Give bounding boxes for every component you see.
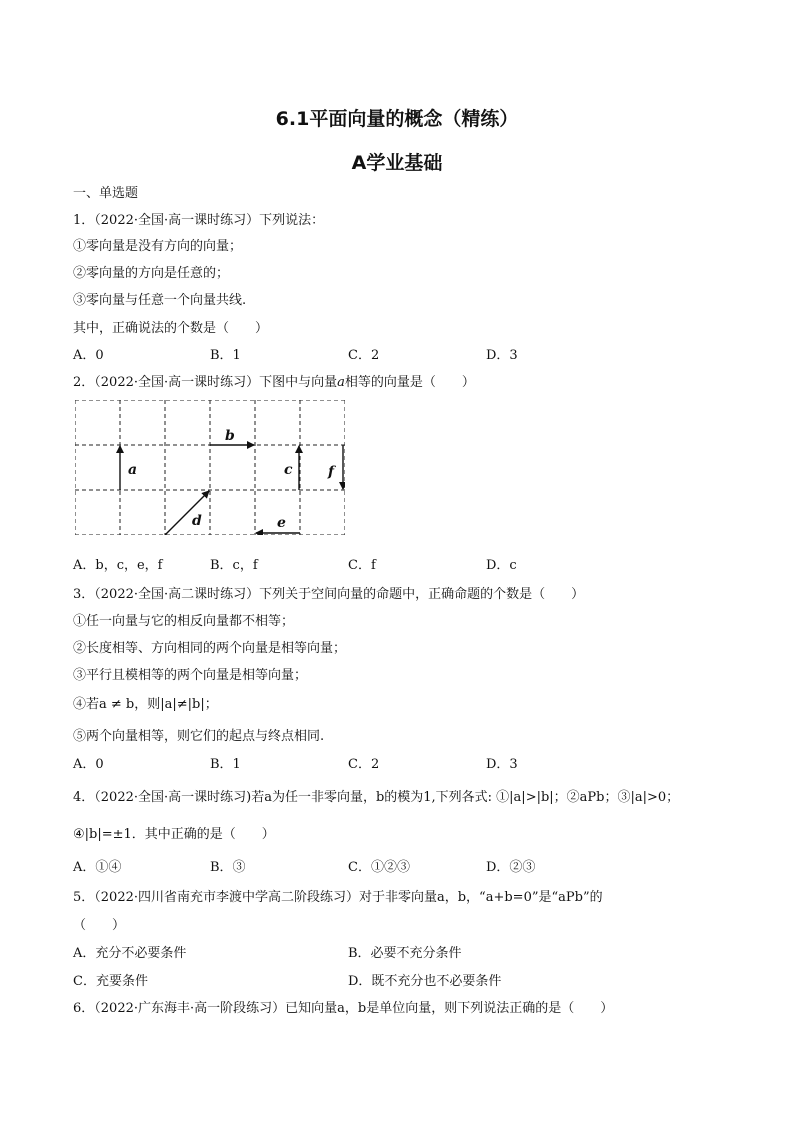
vector-grid-figure <box>75 400 345 535</box>
q1-option-a[interactable]: A．0 <box>73 348 104 363</box>
q3-item-4: ④若a ≠ b，则|a|≠|b|； <box>73 697 218 712</box>
q5-stem: 5．（2022·四川省南充市李渡中学高二阶段练习）对于非零向量a，b，“a+b=0”是“aPb”的 <box>73 890 603 905</box>
q2-stem-text-2: 相等的向量是（ ） <box>344 375 475 390</box>
section-heading: 一、单选题 <box>73 186 139 201</box>
q5-option-c[interactable]: C．充要条件 <box>73 974 148 989</box>
q1-item-2: ②零向量的方向是任意的； <box>73 266 230 281</box>
q5-option-b[interactable]: B．必要不充分条件 <box>348 946 462 961</box>
q5-paren: （ ） <box>73 918 126 933</box>
q2-option-a[interactable]: A．b，c，e，f <box>73 558 163 573</box>
vector-label-e: e <box>277 515 286 531</box>
q4-option-d[interactable]: D．②③ <box>486 860 536 875</box>
q1-item-3: ③零向量与任意一个向量共线. <box>73 293 247 308</box>
q3-item-2: ②长度相等、方向相同的两个向量是相等向量； <box>73 641 347 656</box>
q4-option-b[interactable]: B．③ <box>210 860 246 875</box>
q1-stem: 1．（2022·全国·高一课时练习）下列说法： <box>73 213 325 228</box>
q2-option-b[interactable]: B．c，f <box>210 558 258 573</box>
q3-item-3: ③平行且模相等的两个向量是相等向量； <box>73 668 308 683</box>
q5-option-d[interactable]: D．既不充分也不必要条件 <box>348 974 502 989</box>
q4-stem-2: ④|b|=±1．其中正确的是（ ） <box>73 827 275 842</box>
vector-label-b: b <box>225 428 235 444</box>
vector-grid-svg <box>75 400 345 535</box>
vector-label-d: d <box>192 513 202 529</box>
q3-item-1: ①任一向量与它的相反向量都不相等； <box>73 614 295 629</box>
q3-option-b[interactable]: B．1 <box>210 757 241 772</box>
q3-option-c[interactable]: C．2 <box>348 757 380 772</box>
vector-label-c: c <box>284 462 293 478</box>
section-subtitle: A学业基础 <box>351 152 443 174</box>
q3-item-5: ⑤两个向量相等，则它们的起点与终点相同. <box>73 729 325 744</box>
q1-question: 其中，正确说法的个数是（ ） <box>73 321 269 336</box>
vector-label-a: a <box>128 462 138 478</box>
q4-option-c[interactable]: C．①②③ <box>348 860 410 875</box>
q4-stem: 4．（2022·全国·高一课时练习)若a为任一非零向量，b的模为1,下列各式: ①|a|>|b|；②aPb；③|a|>0； <box>73 790 680 805</box>
q3-stem: 3．（2022·全国·高二课时练习）下列关于空间向量的命题中，正确命题的个数是（ ） <box>73 587 585 602</box>
q1-item-1: ①零向量是没有方向的向量； <box>73 239 243 254</box>
q2-option-c[interactable]: C．f <box>348 558 376 573</box>
q4-option-a[interactable]: A．①④ <box>73 860 122 875</box>
vector-label-f: f <box>328 464 335 480</box>
q1-option-d[interactable]: D．3 <box>486 348 518 363</box>
q5-option-a[interactable]: A．充分不必要条件 <box>73 946 187 961</box>
q1-option-b[interactable]: B．1 <box>210 348 241 363</box>
q2-stem <box>73 371 475 390</box>
q2-stem-vector: a <box>337 375 345 390</box>
q6-stem: 6．（2022·广东海丰·高一阶段练习）已知向量a，b是单位向量，则下列说法正确的是（ ） <box>73 1001 614 1016</box>
vector-d-arrow <box>165 491 209 535</box>
page-title: 6.1平面向量的概念（精练） <box>275 108 519 130</box>
q2-option-d[interactable]: D．c <box>486 558 517 573</box>
grid-lines <box>75 400 345 535</box>
q3-option-a[interactable]: A．0 <box>73 757 104 772</box>
q1-option-c[interactable]: C．2 <box>348 348 380 363</box>
q3-option-d[interactable]: D．3 <box>486 757 518 772</box>
q2-stem-text-1: 2．（2022·全国·高一课时练习）下图中与向量 <box>73 375 338 390</box>
